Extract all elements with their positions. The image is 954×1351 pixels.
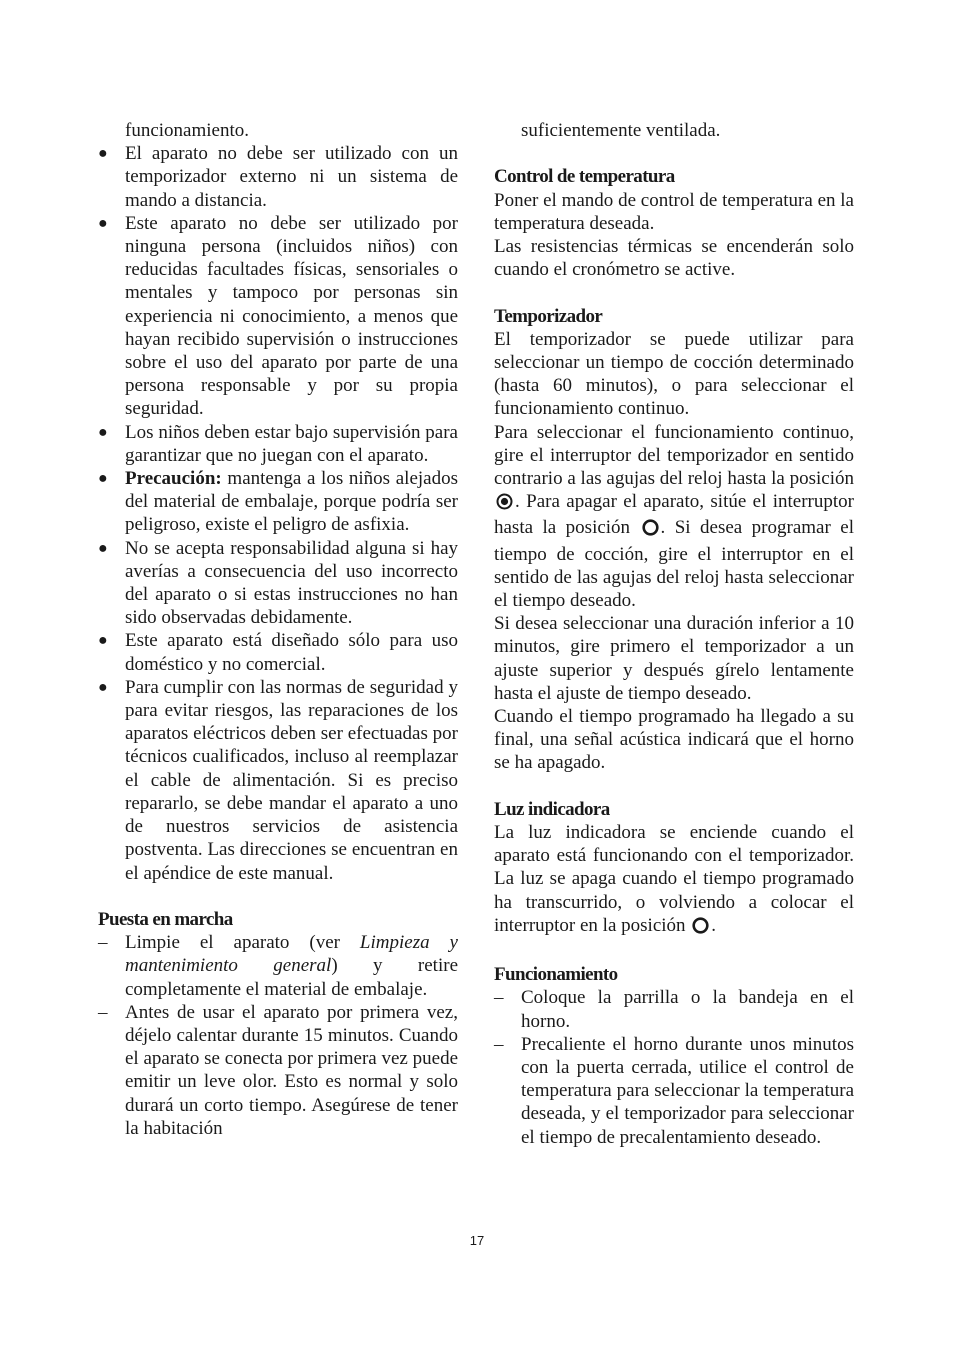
text-segment: . Si desea programar el tiempo de cocción, gire el interruptor en el sentido de las agujas del reloj hasta seleccionar el tiempo deseado. [494,517,854,612]
text-segment: Para seleccionar el funcionamiento continuo, gire el interruptor del temporizador en sentido contrario a las agujas del reloj hasta la posición [494,421,854,490]
paragraph: Si desea seleccionar una duración inferior a 10 minutos, gire primero el temporizador a un ajuste superior y después gírelo lentamente hasta el ajuste de tiempo deseado. [494,613,854,704]
continuation-text: suficientemente ventilada. [521,120,721,141]
bullet-item [98,629,458,675]
left-column [98,119,458,1140]
continuous-position-icon [496,493,513,516]
text-segment: La luz indicadora se enciende cuando el aparato está funcionando con el temporizador. La luz se apaga cuando el tiempo programado ha transcurrido, o volviendo a colocar el interruptor en la posición [494,822,854,936]
bullet-icon: ● [98,470,108,488]
dash-marker: – [98,1001,108,1023]
page-number: 17 [469,1233,485,1248]
bullet-text: Para cumplir con las normas de seguridad y para evitar riesgos, las reparaciones de los aparatos eléctricos deben ser efectuadas por técnicos cualificados, incluso al reemplazar el cable de alimentación. Si es preciso repararlo, se debe mandar el aparato a uno de nuestros servicios de asistencia postventa. Las direcciones se encuentran en el apéndice de este manual. [125,676,458,884]
paragraph: Poner el mando de control de temperatura en la temperatura deseada. [494,189,854,234]
dash-text: Precaliente el horno durante unos minutos con la puerta cerrada, utilice el control de temperatura para seleccionar la temperatura deseada, y el temporizador para seleccionar el tiempo de precalentamiento deseado. [521,1033,854,1148]
paragraph: Las resistencias térmicas se encenderán solo cuando el cronómetro se active. [494,236,854,281]
bullet-text: No se acepta responsabilidad alguna si hay averías a consecuencia del uso incorrecto del aparato o si estas instrucciones no han sido observadas debidamente. [125,537,458,629]
section-heading-puesta: Puesta en marcha [98,908,233,930]
section-heading-luz: Luz indicadora [494,798,610,820]
cross-reference: Limpieza y mantenimiento general [125,932,458,977]
bullet-text: El aparato no debe ser utilizado con un temporizador externo ni un sistema de mando a distancia. [125,143,458,211]
bullet-icon: ● [98,632,108,650]
bullet-icon: ● [98,145,108,163]
bullet-item [98,142,458,212]
right-column [494,119,854,1149]
off-position-icon [692,917,709,940]
dash-text: Limpie el aparato (ver [125,932,360,954]
paragraph [494,421,854,613]
dash-item [98,1001,458,1140]
dash-marker: – [494,987,504,1009]
bullet-icon: ● [98,539,108,557]
text-segment: . Para apagar el aparato, sitúe el interruptor hasta la posición [494,491,854,539]
caution-label: Precaución: [125,468,222,490]
bullet-text: Los niños deben estar bajo supervisión para garantizar que no juegan con el aparato. [125,421,458,466]
dash-item [98,931,458,1001]
paragraph: Cuando el tiempo programado ha llegado a su final, una señal acústica indicará que el horno se ha apagado. [494,706,854,774]
bullet-text: Este aparato está diseñado sólo para uso doméstico y no comercial. [125,630,458,675]
paragraph: El temporizador se puede utilizar para seleccionar un tiempo de cocción determinado (hasta 60 minutos), o para seleccionar el funcionamiento continuo. [494,328,854,420]
bullet-icon: ● [98,423,108,441]
paragraph [494,821,854,940]
bullet-icon: ● [98,214,108,232]
section-heading-funcionamiento: Funcionamiento [494,964,618,986]
dash-text: Coloque la parrilla o la bandeja en el horno. [521,987,854,1032]
bullet-text: Este aparato no debe ser utilizado por ninguna persona (incluidos niños) con reducidas facultades físicas, sensoriales o mentales y tampoco por personas sin experiencia ni conocimiento, a menos que hayan recibido supervisión o instrucciones sobre el uso del aparato por parte de una persona responsable y por su propia seguridad. [125,212,458,420]
dash-text: Antes de usar el aparato por primera vez, déjelo calentar durante 15 minutos. Cuando el aparato se conecta por primera vez puede emitir un leve olor. Esto es normal y solo durará un corto tiempo. Asegúrese de tener la habitación [125,1001,458,1139]
dash-item [494,1033,854,1149]
continuation-text: funcionamiento. [125,120,249,141]
dash-text: ) y retire completamente el material de embalaje. [125,955,458,1000]
caution-item [98,467,458,537]
section-heading-control: Control de temperatura [494,166,675,188]
bullet-item [98,537,458,630]
bullet-icon: ● [98,678,108,696]
bullet-item [98,212,458,421]
section-heading-temporizador: Temporizador [494,305,603,327]
text-segment: . [711,914,717,936]
dash-item [494,986,854,1032]
off-position-icon [642,519,659,542]
bullet-item [98,676,458,885]
bullet-item [98,421,458,467]
dash-marker: – [494,1033,504,1055]
caution-text: mantenga a los niños alejados del material de embalaje, porque podría ser peligroso, existe el peligro de asfixia. [125,468,458,536]
dash-marker: – [98,932,108,954]
